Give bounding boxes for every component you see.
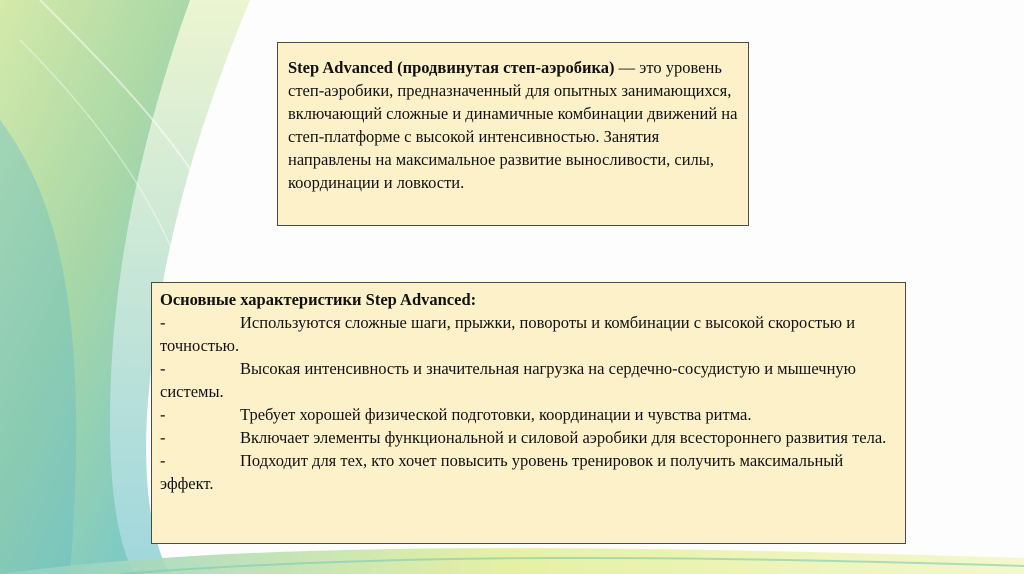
list-item — [160, 357, 897, 403]
list-item-text: Требует хорошей физической подготовки, координации и чувства ритма. — [240, 405, 752, 424]
definition-box — [277, 42, 749, 226]
list-item-text: Подходит для тех, кто хочет повысить уровень тренировок и получить максимальный эффект. — [160, 451, 844, 493]
definition-term: Step Advanced (продвинутая степ-аэробика) — [288, 58, 615, 77]
list-marker: - — [160, 428, 166, 447]
list-item-text: Высокая интенсивность и значительная нагрузка на сердечно-сосудистую и мышечную системы. — [160, 359, 856, 401]
list-item — [160, 403, 897, 426]
list-item-text: Включает элементы функциональной и силовой аэробики для всестороннего развития тела. — [240, 428, 887, 447]
characteristics-box — [151, 282, 906, 544]
definition-text: — это уровень степ-аэробики, предназначенный для опытных занимающихся, включающий сложные и динамичные комбинации движений на степ-платформе с высокой интенсивностью. Занятия направлены на максимальное развитие выносливости, силы, координации и ловкости. — [288, 58, 738, 192]
list-item-text: Используются сложные шаги, прыжки, повороты и комбинации с высокой скоростью и точностью. — [160, 313, 856, 355]
characteristics-heading: Основные характеристики Step Advanced: — [160, 290, 477, 309]
list-marker: - — [160, 359, 166, 378]
list-marker: - — [160, 451, 166, 470]
list-marker: - — [160, 405, 166, 424]
list-marker: - — [160, 313, 166, 332]
list-item — [160, 449, 897, 495]
list-item — [160, 426, 897, 449]
list-item — [160, 311, 897, 357]
